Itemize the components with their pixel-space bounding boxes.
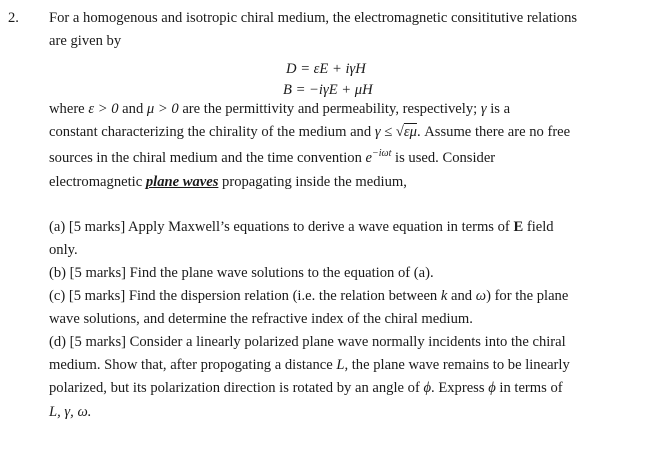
text-span: in terms of — [495, 380, 563, 396]
intro-line-2: are given by — [49, 33, 122, 49]
math-gamma-bound: γ ≤ √ — [374, 124, 404, 140]
text-span: are the permittivity and permeability, respectively; — [178, 101, 481, 117]
text-span: electromagnetic — [49, 174, 146, 190]
plane-waves-link[interactable]: plane waves — [145, 174, 219, 190]
part-a-line-2: only. — [49, 242, 78, 258]
math-exp: e — [365, 150, 373, 166]
text-span: (c) [5 marks] Find the dispersion relation (i.e. the relation between — [49, 288, 441, 304]
text-span: the plane wave remains to be linearly — [348, 357, 570, 373]
text-span: sources in the chiral medium and the time convention — [49, 150, 366, 166]
math-exponent: −iωt — [372, 148, 392, 159]
text-span: and — [118, 101, 147, 117]
math-epsilon: ε > 0 — [88, 101, 119, 117]
part-b: (b) [5 marks] Find the plane wave solutions to the equation of (a). — [49, 265, 434, 281]
text-span: ) for the plane — [486, 288, 569, 304]
math-mu: μ > 0 — [146, 101, 179, 117]
math-omega: ω — [475, 288, 487, 304]
where-line — [49, 101, 510, 118]
math-phi: ϕ — [488, 380, 496, 396]
text-span: constant characterizing the chirality of the medium and — [49, 124, 375, 140]
text-span: where — [49, 101, 89, 117]
math-L: L, — [336, 357, 349, 373]
question-number: 2. — [8, 10, 19, 26]
text-span: (a) [5 marks] Apply Maxwell’s equations to derive a wave equation in terms of — [49, 219, 514, 235]
electro-line — [49, 174, 407, 191]
text-span: field — [523, 219, 554, 235]
sources-line — [49, 150, 495, 167]
math-phi: ϕ — [423, 380, 432, 396]
part-d-line-2 — [49, 357, 570, 374]
text-span: and — [447, 288, 476, 304]
math-k: k — [440, 288, 448, 304]
part-d-line-1: (d) [5 marks] Consider a linearly polarized plane wave normally incidents into the chiral — [49, 334, 566, 350]
equation-d: D = εE + iγH — [286, 61, 366, 77]
text-span: . Assume there are no free — [416, 124, 571, 140]
part-c-line-2: wave solutions, and determine the refractive index of the chiral medium. — [49, 311, 473, 327]
equation-b: B = −iγE + μH — [283, 82, 373, 98]
math-e-field: E — [513, 219, 524, 235]
text-span: propagating inside the medium, — [218, 174, 407, 190]
text-span: . Express — [431, 380, 489, 396]
part-d-line-4: L, γ, ω. — [49, 404, 92, 420]
math-gamma: γ — [480, 101, 487, 117]
text-span: is used. Consider — [391, 150, 496, 166]
text-span: is a — [486, 101, 511, 117]
math-sqrt-arg: εμ — [403, 124, 417, 140]
text-span: polarized, but its polarization direction is rotated by an angle of — [49, 380, 424, 396]
intro-line-1: For a homogenous and isotropic chiral medium, the electromagnetic consititutive relations — [49, 10, 578, 26]
text-span: medium. Show that, after propogating a distance — [49, 357, 337, 373]
constant-line — [49, 124, 570, 141]
part-a-line-1 — [49, 219, 554, 236]
part-d-line-3 — [49, 380, 563, 397]
part-c-line-1 — [49, 288, 568, 305]
